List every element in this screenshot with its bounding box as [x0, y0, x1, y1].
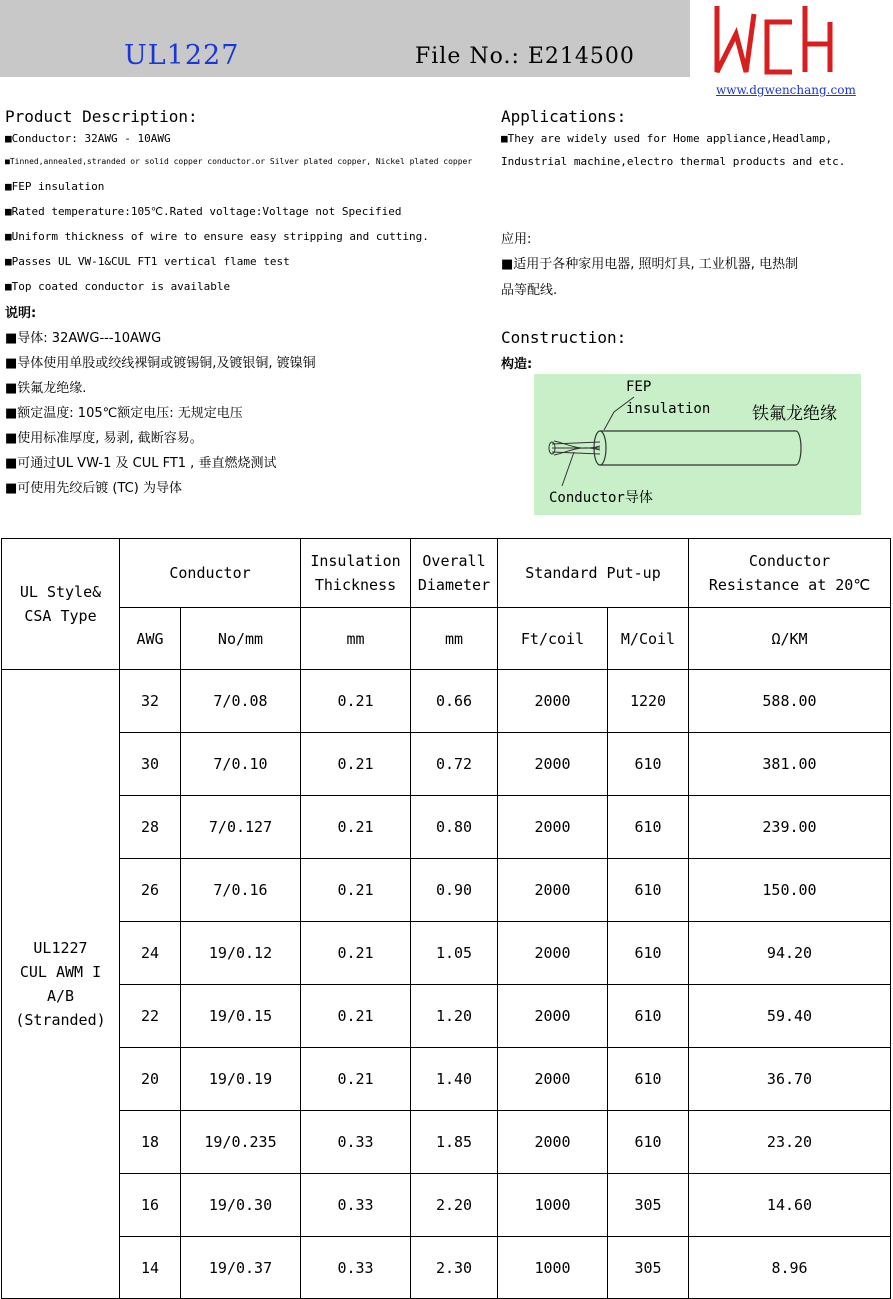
resistance-cell: 94.20 — [689, 922, 891, 985]
insulation-thickness-cell: 0.33 — [301, 1174, 411, 1237]
conductor-size-cell: 19/0.30 — [181, 1174, 301, 1237]
ft-coil-cell: 2000 — [498, 1048, 608, 1111]
resistance-cell: 8.96 — [689, 1237, 891, 1299]
desc-line-3: ■FEP insulation — [5, 180, 105, 193]
conductor-size-cell: 19/0.19 — [181, 1048, 301, 1111]
table-row — [2, 1174, 891, 1237]
desc-line-6: ■Passes UL VW-1&CUL FT1 vertical flame test — [5, 255, 290, 268]
overall-diameter-cell: 1.85 — [411, 1111, 498, 1174]
conductor-label: Conductor导体 — [549, 490, 653, 506]
insulation-thickness-cell: 0.33 — [301, 1237, 411, 1299]
insulation-thickness-cell: 0.21 — [301, 1048, 411, 1111]
product-description-heading: Product Description: — [5, 107, 198, 126]
subheader-awg: AWG — [120, 608, 181, 670]
header-ul-style: UL Style& CSA Type — [2, 539, 120, 670]
resistance-cell: 59.40 — [689, 985, 891, 1048]
overall-diameter-cell: 1.40 — [411, 1048, 498, 1111]
company-logo — [712, 4, 836, 76]
ft-coil-cell: 2000 — [498, 859, 608, 922]
ft-coil-cell: 2000 — [498, 1111, 608, 1174]
ul-style-cell: UL1227 CUL AWM I A/B (Stranded) — [2, 670, 120, 1299]
insulation-cn-label: 铁氟龙绝缘 — [752, 404, 837, 424]
ft-coil-cell: 2000 — [498, 922, 608, 985]
m-coil-cell: 305 — [608, 1237, 689, 1299]
overall-diameter-cell: 1.05 — [411, 922, 498, 985]
app-cn-line-2: 品等配线. — [501, 283, 558, 298]
app-cn-line-1: ■适用于各种家用电器, 照明灯具, 工业机器, 电热制 — [501, 257, 799, 272]
conductor-size-cell: 7/0.127 — [181, 796, 301, 859]
subheader-resistance-unit: Ω/KM — [689, 608, 891, 670]
insulation-thickness-cell: 0.21 — [301, 733, 411, 796]
applications-heading: Applications: — [501, 107, 627, 126]
awg-cell: 22 — [120, 985, 181, 1048]
overall-diameter-cell: 0.72 — [411, 733, 498, 796]
m-coil-cell: 1220 — [608, 670, 689, 733]
insulation-label: insulation — [626, 401, 711, 417]
awg-cell: 18 — [120, 1111, 181, 1174]
table-row — [2, 796, 891, 859]
ft-coil-cell: 2000 — [498, 670, 608, 733]
spec-table-body — [2, 670, 891, 1299]
m-coil-cell: 610 — [608, 733, 689, 796]
table-row — [2, 733, 891, 796]
overall-diameter-cell: 2.20 — [411, 1174, 498, 1237]
insulation-thickness-cell: 0.33 — [301, 1111, 411, 1174]
awg-cell: 32 — [120, 670, 181, 733]
header-insulation-thickness: Insulation Thickness — [301, 539, 411, 608]
table-row — [2, 859, 891, 922]
insulation-thickness-cell: 0.21 — [301, 985, 411, 1048]
table-row — [2, 985, 891, 1048]
table-row — [2, 1048, 891, 1111]
desc-line-4: ■Rated temperature:105℃.Rated voltage:Voltage not Specified — [5, 205, 402, 218]
insulation-thickness-cell: 0.21 — [301, 859, 411, 922]
desc-cn-line-4: ■额定温度: 105℃额定电压: 无规定电压 — [5, 406, 243, 421]
ft-coil-cell: 2000 — [498, 796, 608, 859]
desc-cn-line-1: ■导体: 32AWG---10AWG — [5, 331, 162, 346]
desc-line-7: ■Top coated conductor is available — [5, 280, 231, 293]
desc-line-5: ■Uniform thickness of wire to ensure easy stripping and cutting. — [5, 230, 429, 243]
desc-cn-line-5: ■使用标准厚度, 易剥, 截断容易。 — [5, 431, 203, 446]
m-coil-cell: 610 — [608, 985, 689, 1048]
header-resistance: Conductor Resistance at 20℃ — [689, 539, 891, 608]
overall-diameter-cell: 2.30 — [411, 1237, 498, 1299]
app-line-2: Industrial machine,electro thermal products and etc. — [501, 155, 846, 168]
ft-coil-cell: 2000 — [498, 985, 608, 1048]
table-row — [2, 1237, 891, 1299]
header-standard-putup: Standard Put-up — [498, 539, 689, 608]
desc-cn-line-3: ■铁氟龙绝缘. — [5, 381, 87, 396]
m-coil-cell: 610 — [608, 859, 689, 922]
table-row — [2, 670, 891, 733]
desc-cn-line-6: ■可通过UL VW-1 及 CUL FT1 , 垂直燃烧测试 — [5, 456, 277, 471]
app-line-1: ■They are widely used for Home appliance,Headlamp, — [501, 132, 833, 145]
insulation-thickness-cell: 0.21 — [301, 796, 411, 859]
conductor-size-cell: 7/0.10 — [181, 733, 301, 796]
resistance-cell: 381.00 — [689, 733, 891, 796]
awg-cell: 14 — [120, 1237, 181, 1299]
awg-cell: 30 — [120, 733, 181, 796]
conductor-size-cell: 19/0.37 — [181, 1237, 301, 1299]
resistance-cell: 239.00 — [689, 796, 891, 859]
awg-cell: 28 — [120, 796, 181, 859]
description-cn-heading: 说明: — [5, 306, 37, 321]
m-coil-cell: 610 — [608, 1048, 689, 1111]
awg-cell: 20 — [120, 1048, 181, 1111]
construction-diagram — [534, 374, 861, 515]
ft-coil-cell: 1000 — [498, 1174, 608, 1237]
ft-coil-cell: 1000 — [498, 1237, 608, 1299]
subheader-diameter-unit: mm — [411, 608, 498, 670]
m-coil-cell: 610 — [608, 922, 689, 985]
desc-cn-line-2: ■导体使用单股或绞线裸铜或镀锡铜,及镀银铜, 镀镍铜 — [5, 356, 316, 371]
resistance-cell: 36.70 — [689, 1048, 891, 1111]
subheader-m-coil: M/Coil — [608, 608, 689, 670]
resistance-cell: 14.60 — [689, 1174, 891, 1237]
insulation-thickness-cell: 0.21 — [301, 922, 411, 985]
header-overall-diameter: Overall Diameter — [411, 539, 498, 608]
header-conductor: Conductor — [120, 539, 301, 608]
fep-label: FEP — [626, 379, 652, 395]
conductor-size-cell: 19/0.12 — [181, 922, 301, 985]
spec-table — [1, 538, 891, 1299]
desc-line-2: ■Tinned,annealed,stranded or solid copper conductor.or Silver plated copper, Nickel plated copper — [5, 157, 473, 166]
file-number: File No.: E214500 — [415, 44, 635, 69]
conductor-size-cell: 19/0.15 — [181, 985, 301, 1048]
m-coil-cell: 610 — [608, 796, 689, 859]
table-row — [2, 922, 891, 985]
conductor-size-cell: 7/0.16 — [181, 859, 301, 922]
awg-cell: 16 — [120, 1174, 181, 1237]
awg-cell: 24 — [120, 922, 181, 985]
desc-line-1: ■Conductor: 32AWG - 10AWG — [5, 132, 171, 145]
construction-cn-heading: 构造: — [501, 357, 533, 372]
overall-diameter-cell: 0.90 — [411, 859, 498, 922]
resistance-cell: 23.20 — [689, 1111, 891, 1174]
subheader-insulation-unit: mm — [301, 608, 411, 670]
awg-cell: 26 — [120, 859, 181, 922]
insulation-thickness-cell: 0.21 — [301, 670, 411, 733]
m-coil-cell: 305 — [608, 1174, 689, 1237]
conductor-size-cell: 19/0.235 — [181, 1111, 301, 1174]
resistance-cell: 588.00 — [689, 670, 891, 733]
ft-coil-cell: 2000 — [498, 733, 608, 796]
desc-cn-line-7: ■可使用先绞后镀 (TC) 为导体 — [5, 481, 182, 496]
applications-cn-heading: 应用: — [501, 232, 532, 247]
subheader-no-mm: No/mm — [181, 608, 301, 670]
model-title: UL1227 — [124, 40, 240, 71]
overall-diameter-cell: 0.66 — [411, 670, 498, 733]
m-coil-cell: 610 — [608, 1111, 689, 1174]
subheader-ft-coil: Ft/coil — [498, 608, 608, 670]
table-row — [2, 1111, 891, 1174]
conductor-size-cell: 7/0.08 — [181, 670, 301, 733]
resistance-cell: 150.00 — [689, 859, 891, 922]
overall-diameter-cell: 0.80 — [411, 796, 498, 859]
overall-diameter-cell: 1.20 — [411, 985, 498, 1048]
company-url-link[interactable]: www.dgwenchang.com — [716, 83, 856, 97]
construction-heading: Construction: — [501, 328, 627, 347]
